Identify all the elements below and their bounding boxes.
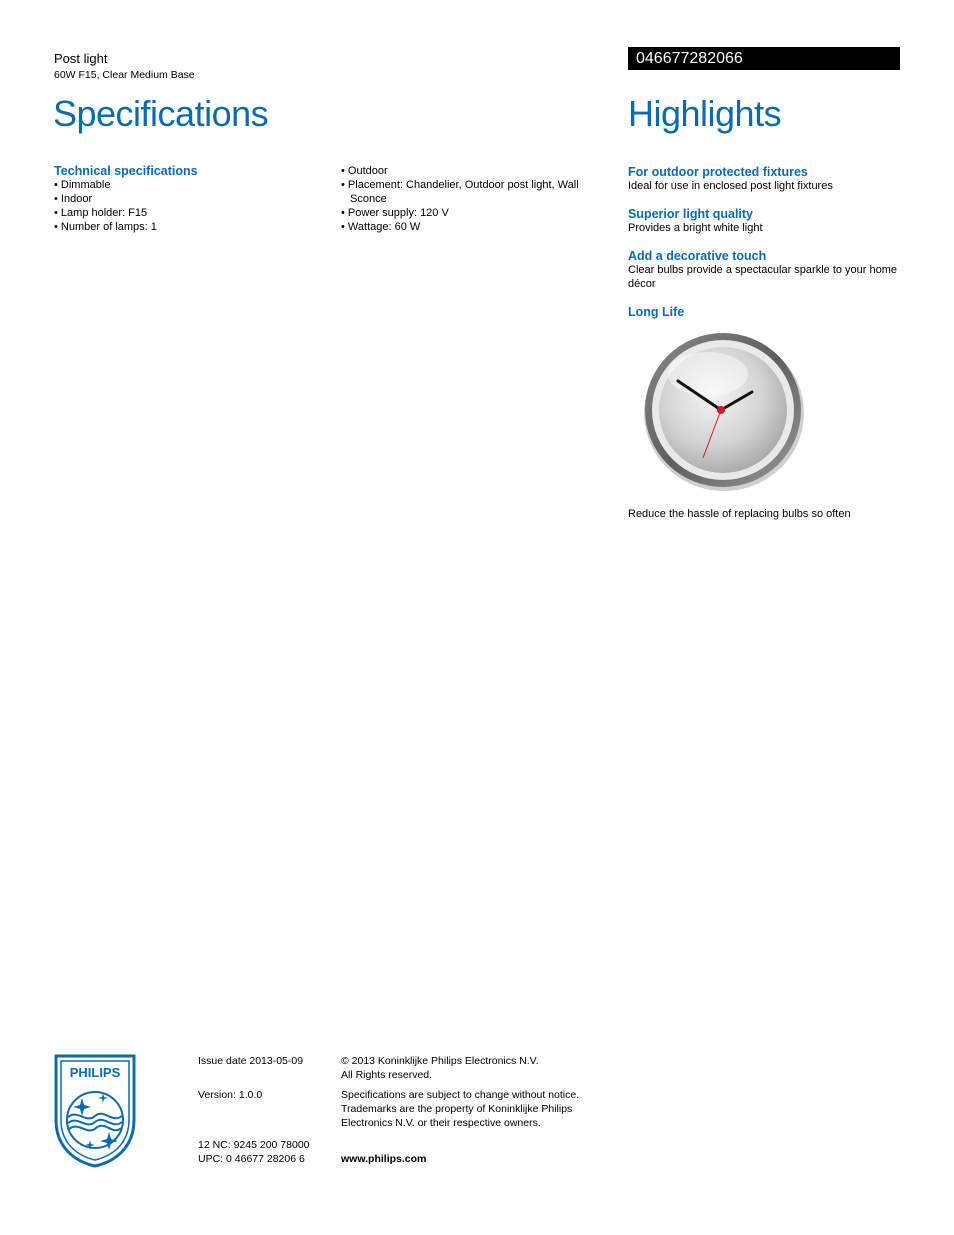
spec-list-left	[54, 178, 314, 234]
clock-image	[628, 326, 816, 494]
list-item: • Indoor	[54, 192, 314, 206]
list-item: • Wattage: 60 W	[341, 220, 611, 234]
highlight-outdoor	[628, 165, 903, 193]
notice-line-1: Specifications are subject to change without notice.	[341, 1089, 580, 1101]
upc-number: UPC: 0 46677 28206 6	[198, 1153, 305, 1165]
highlight-heading: For outdoor protected fixtures	[628, 165, 808, 179]
list-item: • Dimmable	[54, 178, 314, 192]
highlight-light-quality	[628, 207, 903, 235]
highlight-heading: Add a decorative touch	[628, 249, 767, 263]
highlight-text: Ideal for use in enclosed post light fixtures	[628, 180, 833, 192]
highlight-heading: Long Life	[628, 305, 685, 319]
website-link[interactable]: www.philips.com	[341, 1153, 427, 1165]
notice-line-2: Trademarks are the property of Koninklijke Philips	[341, 1103, 573, 1115]
nc-number: 12 NC: 9245 200 78000	[198, 1139, 310, 1151]
product-name: Post light	[54, 51, 108, 66]
list-item: • Outdoor	[341, 164, 611, 178]
highlight-heading: Superior light quality	[628, 207, 754, 221]
clock-icon	[628, 326, 816, 494]
copyright-line-1: © 2013 Koninklijke Philips Electronics N.V.	[341, 1055, 539, 1067]
highlight-long-life	[628, 305, 903, 319]
list-item: • Placement: Chandelier, Outdoor post light, Wall Sconce	[341, 178, 611, 206]
technical-specifications-heading: Technical specifications	[54, 164, 198, 178]
version: Version: 1.0.0	[198, 1089, 263, 1101]
spec-column-left	[54, 164, 314, 234]
notice-line-3: Electronics N.V. or their respective owners.	[341, 1117, 541, 1129]
product-code-bar: 046677282066	[628, 47, 900, 70]
list-item: • Number of lamps: 1	[54, 220, 314, 234]
long-life-text: Reduce the hassle of replacing bulbs so often	[628, 508, 851, 520]
list-item: • Power supply: 120 V	[341, 206, 611, 220]
spec-list-right	[341, 164, 611, 234]
highlight-text: Clear bulbs provide a spectacular sparkle to your home décor	[628, 264, 898, 290]
philips-logo	[54, 1054, 136, 1168]
philips-shield-icon	[54, 1054, 136, 1168]
copyright-line-2: All Rights reserved.	[341, 1069, 433, 1081]
logo-wordmark: PHILIPS	[69, 1065, 121, 1080]
product-subtitle: 60W F15, Clear Medium Base	[54, 69, 195, 81]
highlights-title: Highlights	[628, 93, 782, 134]
issue-date: Issue date 2013-05-09	[198, 1055, 304, 1067]
list-item: • Lamp holder: F15	[54, 206, 314, 220]
specifications-title: Specifications	[53, 93, 269, 134]
highlight-decorative	[628, 249, 903, 291]
spec-column-right	[341, 164, 611, 234]
highlight-text: Provides a bright white light	[628, 222, 763, 234]
